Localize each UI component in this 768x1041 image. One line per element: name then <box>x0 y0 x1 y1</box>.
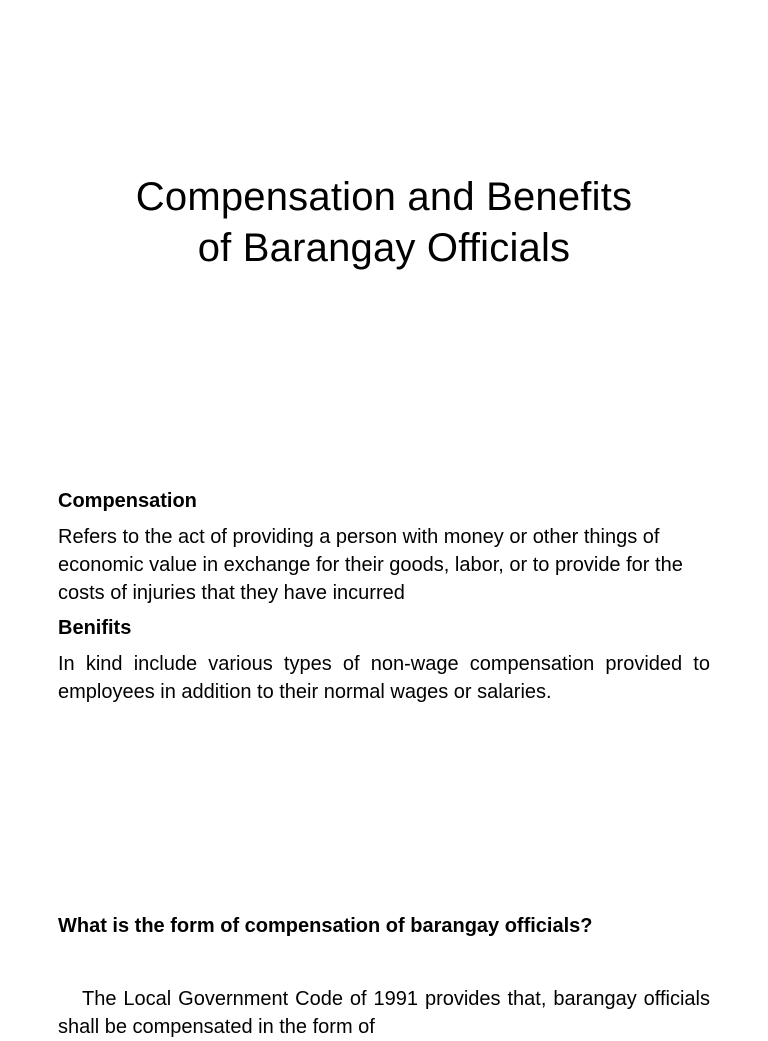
compensation-heading: Compensation <box>58 490 197 512</box>
benefits-definition: In kind include various types of non-wage compensation provided to employees in addition to their normal wages or salaries. <box>58 653 710 703</box>
slide-title <box>0 172 768 274</box>
title-line-1: Compensation and Benefits <box>135 175 633 219</box>
title-line-2: of Barangay Officials <box>197 226 571 270</box>
compensation-definition: Refers to the act of providing a person with money or other things of economic value in exchange for their goods, labor, or to provide for the costs of injuries that they have incurred <box>58 526 683 604</box>
benefits-heading: Benifits <box>58 617 132 639</box>
compensation-form-question: What is the form of compensation of barangay officials? <box>58 915 593 937</box>
local-government-code-paragraph: The Local Government Code of 1991 provides that, barangay officials shall be compensated in the form of <box>58 988 710 1038</box>
